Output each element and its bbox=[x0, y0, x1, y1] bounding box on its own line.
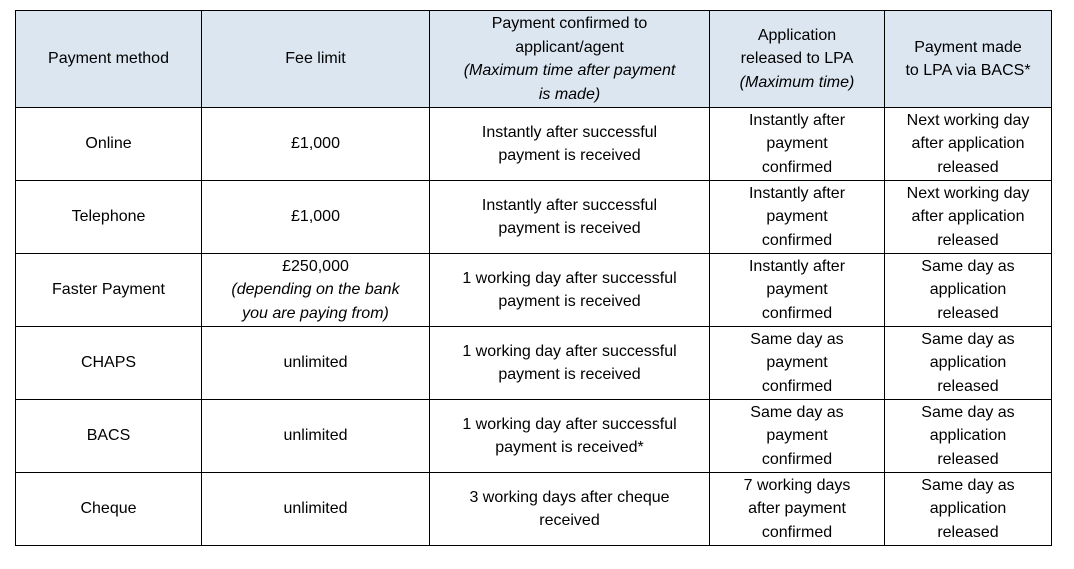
cell-text-line: is made) bbox=[538, 85, 601, 103]
cell-text-line: unlimited bbox=[283, 354, 348, 372]
cell-payment-to-lpa bbox=[885, 254, 1052, 327]
cell-text-line: Telephone bbox=[71, 208, 146, 226]
header-payment-to-lpa bbox=[885, 11, 1052, 108]
table-row bbox=[16, 254, 1052, 327]
cell-text-line: payment is received bbox=[498, 366, 641, 383]
table-row bbox=[16, 181, 1052, 254]
cell-text-line: released to LPA bbox=[740, 50, 854, 68]
cell-payment-confirmed bbox=[430, 181, 710, 254]
cell-text-line: Instantly after bbox=[748, 184, 846, 202]
cell-text-line: payment bbox=[766, 135, 828, 153]
cell-text-line: released bbox=[937, 158, 999, 176]
cell-text-line: Payment made bbox=[914, 38, 1022, 56]
cell-text-line: Application bbox=[757, 26, 837, 44]
cell-payment-method bbox=[16, 254, 202, 327]
cell-text-line: Same day as bbox=[921, 257, 1015, 275]
header-row bbox=[16, 11, 1052, 108]
cell-text-line: confirmed bbox=[761, 304, 833, 322]
cell-payment-confirmed bbox=[430, 400, 710, 473]
cell-payment-to-lpa bbox=[885, 327, 1052, 400]
header-payment-confirmed bbox=[430, 11, 710, 108]
cell-payment-confirmed bbox=[430, 254, 710, 327]
cell-text-line: Faster Payment bbox=[52, 281, 165, 299]
cell-text-line: 3 working days after cheque bbox=[469, 488, 670, 506]
cell-application-released bbox=[710, 400, 885, 473]
cell-application-released bbox=[710, 108, 885, 181]
cell-text-line: confirmed bbox=[761, 158, 833, 176]
cell-payment-method bbox=[16, 473, 202, 546]
cell-fee-limit bbox=[202, 108, 430, 181]
cell-text-line: payment is received* bbox=[495, 439, 644, 456]
cell-text-line: released bbox=[937, 523, 999, 541]
cell-text-line: payment is received bbox=[498, 220, 641, 237]
table-row bbox=[16, 400, 1052, 473]
cell-payment-to-lpa bbox=[885, 181, 1052, 254]
cell-text-line: Instantly after bbox=[748, 111, 846, 129]
cell-text-line: application bbox=[929, 427, 1007, 445]
cell-fee-limit bbox=[202, 473, 430, 546]
cell-payment-confirmed bbox=[430, 327, 710, 400]
cell-text-line: applicant/agent bbox=[515, 38, 624, 56]
cell-text-line: released bbox=[937, 377, 999, 395]
cell-text-line: Payment method bbox=[48, 50, 169, 68]
cell-text-line: after payment bbox=[748, 500, 846, 518]
cell-text-line: CHAPS bbox=[80, 354, 137, 372]
cell-text-line: Same day as bbox=[750, 403, 844, 421]
header-application-released bbox=[710, 11, 885, 108]
cell-fee-limit bbox=[202, 327, 430, 400]
cell-text-line: application bbox=[929, 354, 1007, 372]
table-row bbox=[16, 108, 1052, 181]
cell-text-line: Same day as bbox=[921, 403, 1015, 421]
cell-text-line: Same day as bbox=[921, 330, 1015, 348]
cell-application-released bbox=[710, 254, 885, 327]
cell-text-line: payment bbox=[766, 281, 828, 299]
cell-text-line: Next working day bbox=[906, 184, 1030, 202]
cell-text-line: Instantly after successful bbox=[481, 196, 658, 214]
header-fee-limit bbox=[202, 11, 430, 108]
cell-payment-confirmed bbox=[430, 108, 710, 181]
cell-payment-to-lpa bbox=[885, 108, 1052, 181]
cell-text-line: payment bbox=[766, 427, 828, 445]
cell-application-released bbox=[710, 473, 885, 546]
cell-text-line: after application bbox=[911, 135, 1025, 153]
cell-text-line: confirmed bbox=[761, 523, 833, 541]
cell-fee-limit bbox=[202, 400, 430, 473]
cell-text-line: confirmed bbox=[761, 450, 833, 468]
cell-text-line: payment bbox=[766, 208, 828, 226]
cell-text-line: released bbox=[937, 450, 999, 468]
cell-text-line: BACS bbox=[86, 427, 131, 445]
cell-text-line: application bbox=[929, 281, 1007, 299]
cell-text-line: released bbox=[937, 231, 999, 249]
cell-text-line: payment is received bbox=[498, 147, 641, 164]
cell-text-line: you are paying from) bbox=[242, 304, 389, 322]
cell-fee-limit bbox=[202, 181, 430, 254]
cell-text-line: 1 working day after successful bbox=[462, 415, 677, 433]
cell-text-line: Fee limit bbox=[285, 50, 346, 68]
cell-payment-method bbox=[16, 400, 202, 473]
table-row bbox=[16, 473, 1052, 546]
cell-text-line: payment bbox=[766, 354, 828, 372]
cell-text-line: Instantly after successful bbox=[481, 123, 658, 141]
header-payment-method bbox=[16, 11, 202, 108]
cell-text-line: Same day as bbox=[921, 476, 1015, 494]
cell-payment-method bbox=[16, 181, 202, 254]
cell-text-line: released bbox=[937, 304, 999, 322]
cell-text-line: to LPA via BACS* bbox=[905, 62, 1031, 79]
cell-payment-method bbox=[16, 108, 202, 181]
cell-text-line: confirmed bbox=[761, 231, 833, 249]
cell-text-line: received bbox=[539, 512, 600, 529]
cell-payment-to-lpa bbox=[885, 473, 1052, 546]
cell-text-line: (Maximum time after payment bbox=[463, 62, 676, 79]
cell-text-line: Online bbox=[85, 135, 132, 153]
cell-text-line: 1 working day after successful bbox=[462, 269, 677, 287]
cell-text-line: 1 working day after successful bbox=[462, 342, 677, 360]
cell-text-line: Next working day bbox=[906, 111, 1030, 129]
cell-payment-confirmed bbox=[430, 473, 710, 546]
cell-text-line: unlimited bbox=[283, 427, 348, 445]
cell-text-line: (depending on the bank bbox=[231, 281, 400, 299]
cell-text-line: (Maximum time) bbox=[739, 73, 855, 91]
cell-text-line: Instantly after bbox=[748, 257, 846, 275]
cell-payment-method bbox=[16, 327, 202, 400]
cell-text-line: confirmed bbox=[761, 377, 833, 395]
cell-payment-to-lpa bbox=[885, 400, 1052, 473]
cell-text-line: £250,000 bbox=[282, 257, 349, 275]
cell-text-line: 7 working days bbox=[743, 476, 851, 494]
cell-application-released bbox=[710, 327, 885, 400]
cell-text-line: after application bbox=[911, 208, 1025, 226]
cell-text-line: payment is received bbox=[498, 293, 641, 310]
cell-text-line: Payment confirmed to bbox=[491, 15, 648, 32]
cell-application-released bbox=[710, 181, 885, 254]
cell-text-line: application bbox=[929, 500, 1007, 518]
cell-text-line: Same day as bbox=[750, 330, 844, 348]
cell-text-line: Cheque bbox=[80, 500, 137, 518]
cell-text-line: £1,000 bbox=[291, 208, 340, 226]
cell-text-line: £1,000 bbox=[291, 135, 340, 153]
payment-methods-table bbox=[15, 10, 1052, 546]
cell-fee-limit bbox=[202, 254, 430, 327]
cell-text-line: unlimited bbox=[283, 500, 348, 518]
table-row bbox=[16, 327, 1052, 400]
